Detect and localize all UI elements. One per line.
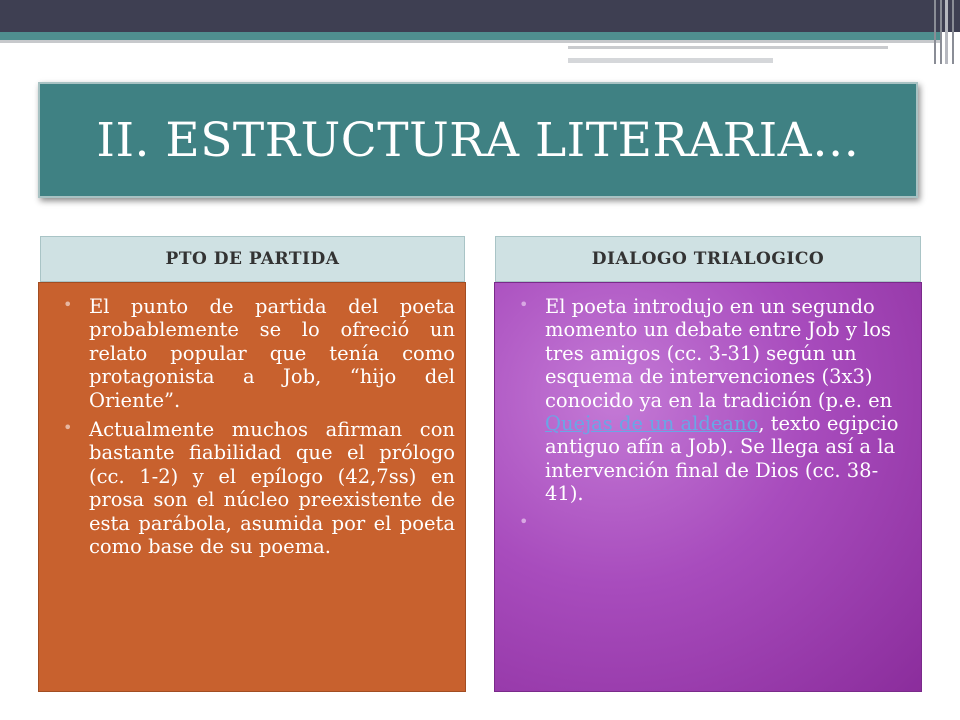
bullet-text: El punto de partida del poeta probablemente se lo ofreció un relato popular que tenía como protagonista a Job, “hijo del Oriente”. [89, 295, 455, 412]
bullet-icon: • [63, 295, 73, 314]
quejas-link[interactable]: Quejas de un aldeano [545, 411, 759, 435]
column-header-left: PTO DE PARTIDA [40, 236, 465, 282]
top-accent-stripe [0, 32, 940, 40]
bullet-text-start: El poeta introdujo en un segundo momento un debate entre Job y los tres amigos (cc. 3-31) según un esquema de intervenciones (3x3) conocido ya en la tradición (p.e. en [545, 295, 893, 412]
slide-title-box [38, 82, 918, 198]
bullet-text-end: , texto egipcio antiguo afín a Job). Se llega así a la intervención final de Dios (cc. 38-41). [545, 411, 899, 506]
left-bullet-list [59, 295, 455, 558]
list-item [59, 295, 455, 412]
decorative-line [568, 58, 773, 63]
bullet-icon: • [519, 295, 529, 314]
slide-title: II. ESTRUCTURA LITERARIA… [96, 112, 860, 168]
list-item [59, 418, 455, 558]
right-decorative-lines [930, 0, 960, 70]
right-bullet-list [515, 295, 905, 536]
bullet-icon: • [519, 511, 529, 531]
right-content-panel [494, 282, 922, 692]
list-item [515, 295, 905, 506]
decorative-line [568, 46, 888, 49]
bullet-text: Actualmente muchos afirman con bastante fiabilidad que el prólogo (cc. 1-2) y el epílogo (42,7ss) en prosa son el núcleo preexistente de esta parábola, asumida por el poeta como base de su poema. [89, 417, 455, 558]
top-decorative-bar [0, 0, 960, 32]
top-grey-stripe [0, 40, 940, 43]
bullet-icon: • [63, 417, 73, 437]
column-header-right: DIALOGO TRIALOGICO [495, 236, 921, 282]
empty-list-item [515, 512, 905, 536]
left-content-panel [38, 282, 466, 692]
